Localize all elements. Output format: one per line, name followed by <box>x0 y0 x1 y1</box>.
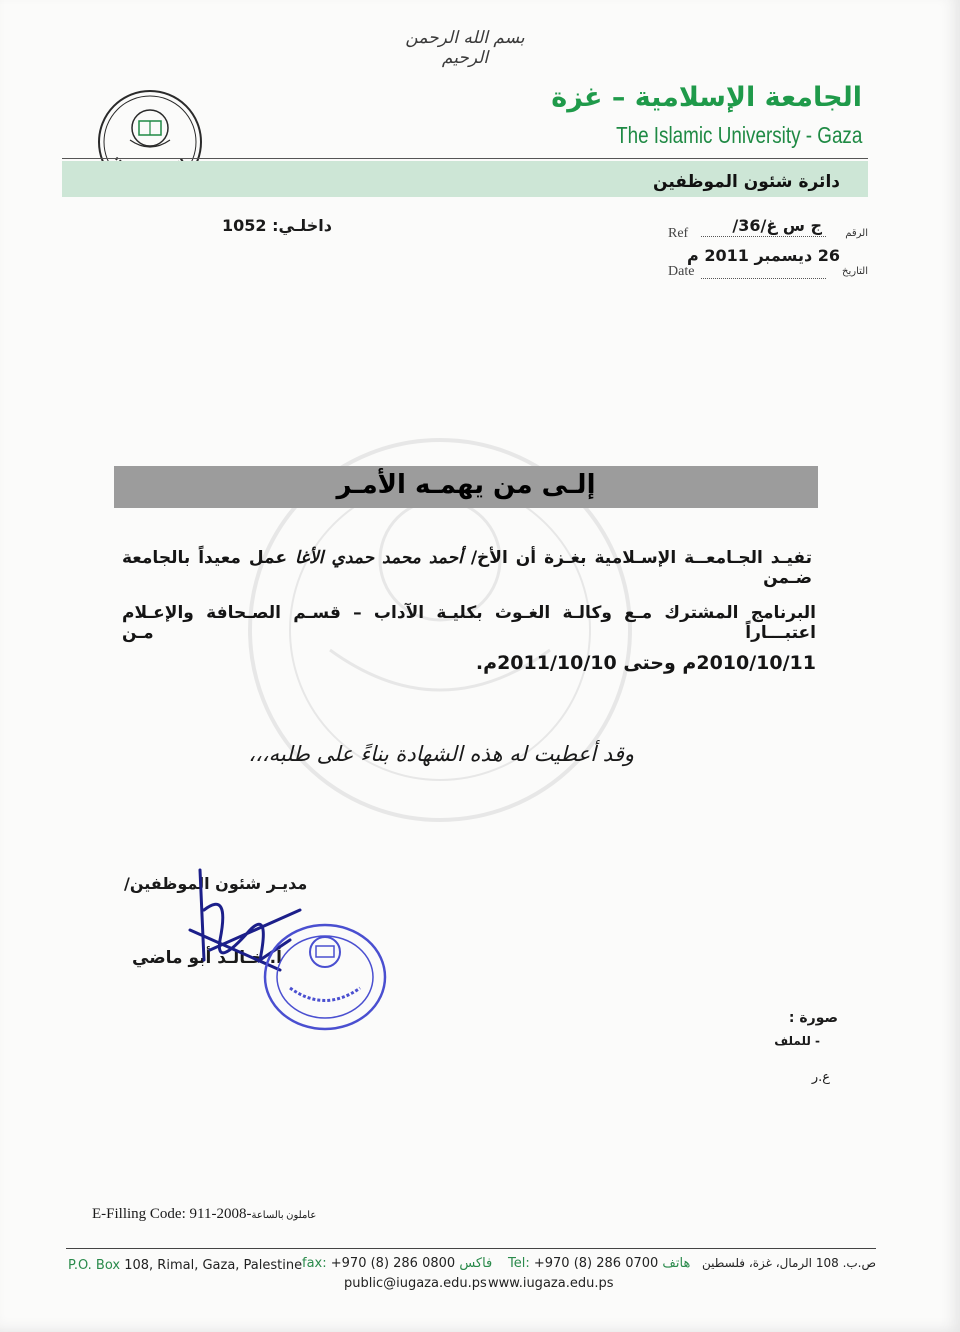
fax-value: +970 (8) 286 0800 <box>326 1256 460 1271</box>
body-line-2: البرنامج المشترك مـع وكالـة الغـوث بكليـة الآداب – قسـم الصـحافة والإعـلام اعتبـــاراً مـن <box>122 603 816 643</box>
closing-statement: وقد أعطيت له هذه الشهادة بناءً على طلبه،،، <box>248 742 634 766</box>
filing-arabic: عاملون بالساعة <box>251 1210 317 1221</box>
address-text: 108, Rimal, Gaza, Palestine <box>120 1258 303 1273</box>
body-line-3: 2010/10/11م وحتى 2011/10/10م. <box>475 652 816 674</box>
fax-label-arabic: فاكس <box>459 1256 493 1271</box>
letter-title-bar <box>114 466 818 508</box>
date-value: 26 ديسمبر 2011 م <box>687 246 840 265</box>
letter-title: إلـى من يهمـه الأمـر <box>336 470 596 500</box>
ref-value: ج س غ/36/ <box>732 216 822 235</box>
footer-address-arabic: ص.ب. 108 الرمال، غزة، فلسطين <box>702 1256 876 1270</box>
university-name-english: The Islamic University - Gaza <box>615 122 862 148</box>
ref-label-arabic: الرقم <box>845 228 868 239</box>
body-line-1-post: عمل معيداً بالجامعة ضـمن <box>122 548 812 588</box>
signatory-name: أ. خـالـد أبو ماضي <box>132 948 282 968</box>
ref-dotted-line <box>701 236 826 237</box>
department-stamp-icon <box>260 918 390 1036</box>
ref-label-english: Ref <box>668 226 689 241</box>
footer-website[interactable]: www.iugaza.edu.ps <box>488 1276 614 1291</box>
university-name-arabic: الجامعة الإسلامية – غزة <box>551 82 862 113</box>
footer-divider <box>66 1248 876 1249</box>
copy-label: صورة : <box>788 1010 838 1026</box>
footer-address-english <box>68 1258 302 1273</box>
date-label-arabic: التاريخ <box>842 266 868 277</box>
filing-prefix: E-Filling Code: 911- <box>92 1206 217 1222</box>
department-name: دائرة شئون الموظفين <box>653 172 840 192</box>
date-dotted-line <box>701 278 826 279</box>
signatory-title: مديـر شئون الموظفين/ <box>124 874 308 893</box>
reference-block <box>668 214 868 294</box>
filing-suffix: -2008 <box>216 1206 252 1222</box>
person-name: أحمد محمد حمدي الأغا <box>295 548 463 568</box>
internal-label: داخلـي: <box>272 216 332 235</box>
footer-email[interactable]: public@iugaza.edu.ps <box>344 1276 487 1291</box>
copy-item-file: - للملف <box>774 1034 820 1048</box>
body-line-1 <box>122 548 812 588</box>
fax-label: fax: <box>302 1256 327 1271</box>
typist-initials: ع.ر <box>811 1070 830 1085</box>
header-divider <box>62 158 868 159</box>
basmala: بسم الله الرحمن الرحيم <box>405 28 525 68</box>
date-label-english: Date <box>668 264 695 279</box>
internal-number <box>222 216 332 235</box>
body-line-1-pre: تفيـد الجـامعــة الإسـلامية بغـزة أن الأخ/ <box>462 548 812 568</box>
tel-label: Tel: <box>508 1256 530 1271</box>
tel-label-arabic: هاتف <box>662 1256 691 1271</box>
footer-fax <box>302 1256 492 1271</box>
tel-value: +970 (8) 286 0700 <box>529 1256 663 1271</box>
internal-value: 1052 <box>222 216 267 235</box>
footer-tel <box>508 1256 690 1271</box>
filing-code <box>92 1206 316 1223</box>
po-box-label: P.O. Box <box>68 1258 121 1273</box>
